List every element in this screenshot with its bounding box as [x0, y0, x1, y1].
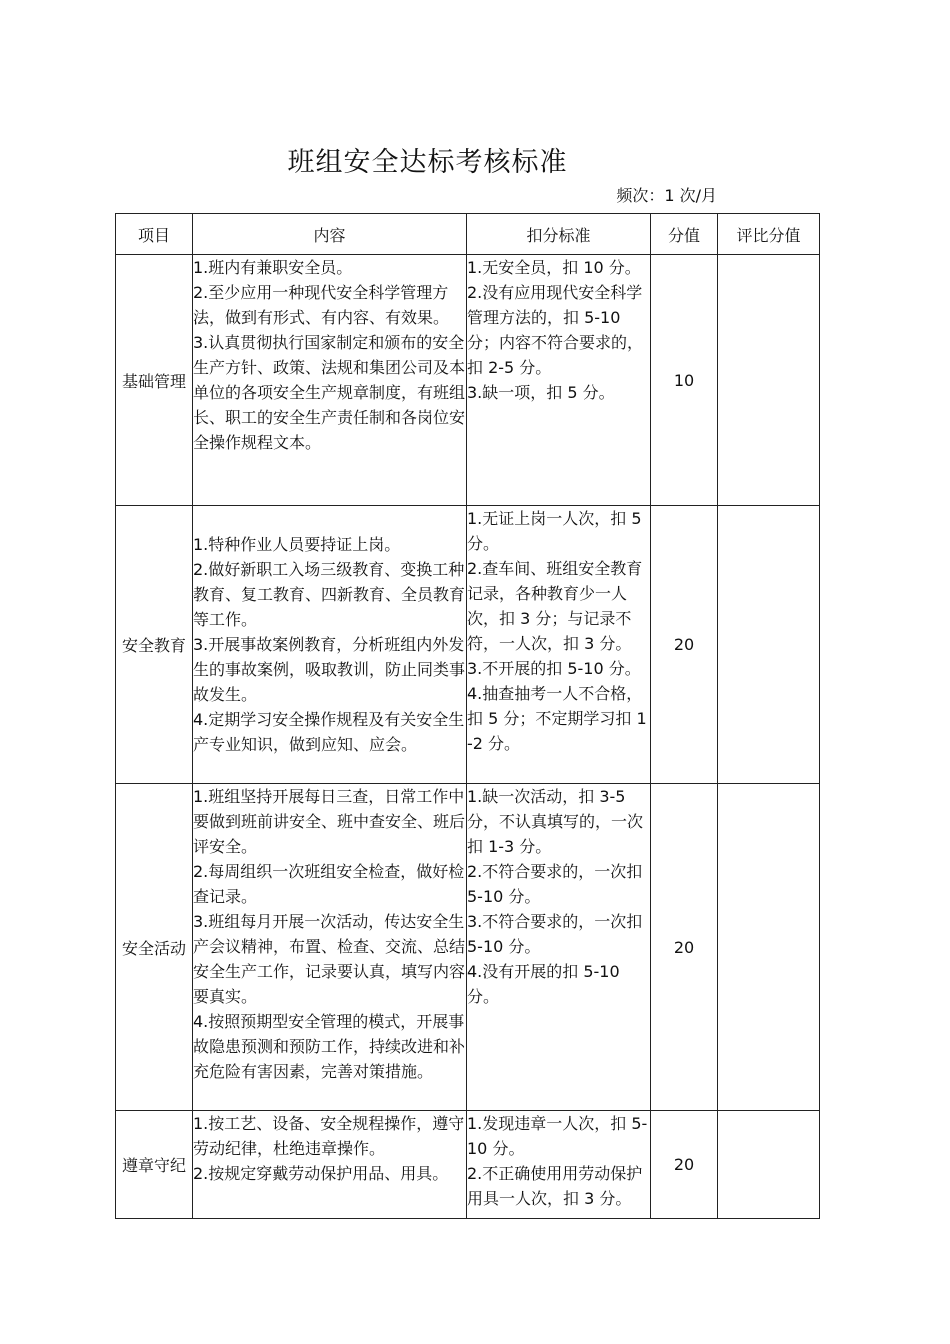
column-header-rating: 评比分值 — [718, 214, 820, 255]
deduction-line: 2.没有应用现代安全科学管理方法的，扣 5-10 分；内容不符合要求的，扣 2-5 分。 — [467, 283, 644, 377]
deduction-line: 2.不符合要求的，一次扣 5-10 分。 — [467, 862, 643, 906]
row-content — [193, 784, 467, 1111]
deduction-line: 4.没有开展的扣 5-10 分。 — [467, 962, 620, 1006]
row-item: 安全教育 — [116, 506, 193, 784]
content-line: 2.做好新职工入场三级教育、变换工种教育、复工教育、四新教育、全员教育等工作。 — [193, 560, 466, 629]
content-line: 2.按规定穿戴劳动保护用品、用具。 — [193, 1164, 449, 1183]
row-score: 20 — [651, 1111, 718, 1219]
row-deduction — [467, 1111, 651, 1219]
deduction-line: 1.无安全员，扣 10 分。 — [467, 258, 641, 277]
deduction-line: 3.不开展的扣 5-10 分。 — [467, 659, 641, 678]
table-row — [116, 506, 820, 784]
content-line: 4.定期学习安全操作规程及有关安全生产专业知识，做到应知、应会。 — [193, 710, 465, 754]
column-header-content: 内容 — [193, 214, 467, 255]
table-row — [116, 1111, 820, 1219]
content-line: 3.开展事故案例教育，分析班组内外发生的事故案例，吸取教训，防止同类事故发生。 — [193, 635, 466, 704]
row-deduction — [467, 784, 651, 1111]
table-row — [116, 255, 820, 506]
row-rating — [718, 255, 820, 506]
content-line: 2.每周组织一次班组安全检查，做好检查记录。 — [193, 862, 465, 906]
deduction-line: 1.发现违章一人次，扣 5-10 分。 — [467, 1114, 648, 1158]
column-header-deduction: 扣分标准 — [467, 214, 651, 255]
row-score: 20 — [651, 784, 718, 1111]
deduction-line: 2.查车间、班组安全教育记录，各种教育少一人次，扣 3 分；与记录不符，一人次，扣 3 分。 — [467, 559, 643, 653]
row-rating — [718, 506, 820, 784]
deduction-line: 1.无证上岗一人次，扣 5 分。 — [467, 509, 642, 553]
deduction-line: 4.抽查抽考一人不合格，扣 5 分；不定期学习扣 1-2 分。 — [467, 684, 647, 753]
page-title: 班组安全达标考核标准 — [287, 147, 568, 178]
column-header-score: 分值 — [651, 214, 718, 255]
row-deduction — [467, 506, 651, 784]
content-line: 1.班组坚持开展每日三查，日常工作中要做到班前讲安全、班中查安全、班后评安全。 — [193, 787, 466, 856]
deduction-line: 3.不符合要求的，一次扣 5-10 分。 — [467, 912, 643, 956]
content-line: 1.班内有兼职安全员。 — [193, 258, 353, 277]
row-rating — [718, 1111, 820, 1219]
frequency-label: 频次：1 次/月 — [616, 186, 717, 205]
row-rating — [718, 784, 820, 1111]
row-content — [193, 255, 467, 506]
content-line: 2.至少应用一种现代安全科学管理方法，做到有形式、有内容、有效果。 — [193, 283, 450, 327]
deduction-line: 1.缺一次活动，扣 3-5 分，不认真填写的，一次扣 1-3 分。 — [467, 787, 644, 856]
content-line: 4.按照预期型安全管理的模式，开展事故隐患预测和预防工作，持续改进和补充危险有害因素，完善对策措施。 — [193, 1012, 466, 1081]
content-line: 3.认真贯彻执行国家制定和颁布的安全生产方针、政策、法规和集团公司及本单位的各项安全生产规章制度，有班组长、职工的安全生产责任制和各岗位安全操作规程文本。 — [193, 333, 466, 452]
row-content — [193, 506, 467, 784]
content-line: 1.特种作业人员要持证上岗。 — [193, 535, 401, 554]
deduction-line: 2.不正确使用用劳动保护用具一人次，扣 3 分。 — [467, 1164, 643, 1208]
row-deduction — [467, 255, 651, 506]
row-item: 基础管理 — [116, 255, 193, 506]
column-header-item: 项目 — [116, 214, 193, 255]
row-item: 遵章守纪 — [116, 1111, 193, 1219]
deduction-line: 3.缺一项，扣 5 分。 — [467, 383, 615, 402]
table-row — [116, 784, 820, 1111]
table-header-row — [116, 214, 820, 255]
assessment-table — [115, 213, 820, 1219]
row-score: 10 — [651, 255, 718, 506]
row-item: 安全活动 — [116, 784, 193, 1111]
content-line: 3.班组每月开展一次活动，传达安全生产会议精神，布置、检查、交流、总结安全生产工作，记录要认真，填写内容要真实。 — [193, 912, 466, 1006]
row-content — [193, 1111, 467, 1219]
content-line: 1.按工艺、设备、安全规程操作，遵守劳动纪律，杜绝违章操作。 — [193, 1114, 465, 1158]
row-score: 20 — [651, 506, 718, 784]
